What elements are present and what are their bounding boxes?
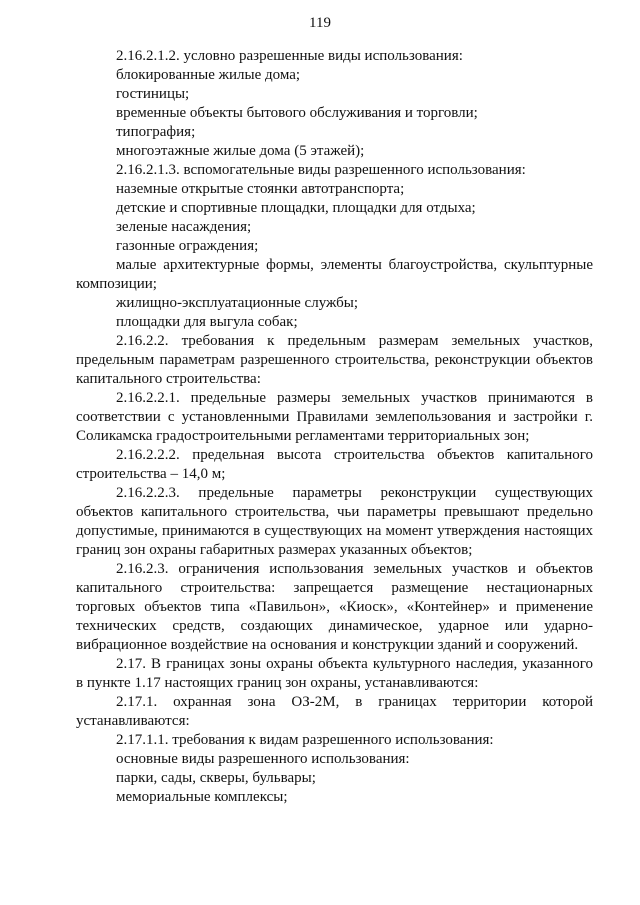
paragraph: блокированные жилые дома; — [116, 67, 301, 83]
paragraph: основные виды разрешенного использования: — [116, 751, 410, 767]
paragraph: 2.16.2.3. ограничения использования земельных участков и объектов капитального строительства: запрещается размещение нестационарных торговых объектов типа «Павильон», «Киоск», «Контейнер» и применение технических средств, создающих динамическое, ударное или ударно-вибрационное воздействие на основания и конструкции зданий и сооружений. — [76, 561, 593, 653]
paragraph: зеленые насаждения; — [116, 219, 252, 235]
paragraph: 2.16.2.1.3. вспомогательные виды разрешенного использования: — [116, 162, 526, 178]
paragraph: мемориальные комплексы; — [116, 789, 288, 805]
paragraph: наземные открытые стоянки автотранспорта; — [116, 181, 405, 197]
paragraph: 2.16.2.2. требования к предельным размерам земельных участков, предельным параметрам разрешенного строительства, реконструкции объектов капитального строительства: — [76, 333, 593, 387]
paragraph: типография; — [116, 124, 196, 140]
paragraph: парки, сады, скверы, бульвары; — [116, 770, 316, 786]
page-number: 119 — [309, 15, 331, 31]
paragraph: площадки для выгула собак; — [116, 314, 298, 330]
paragraph: детские и спортивные площадки, площадки для отдыха; — [116, 200, 476, 216]
paragraph: 2.16.2.1.2. условно разрешенные виды использования: — [116, 48, 463, 64]
paragraph: временные объекты бытового обслуживания и торговли; — [116, 105, 478, 121]
paragraph: 2.16.2.2.3. предельные параметры реконструкции существующих объектов капитального строительства, чьи параметры превышают предельно допустимые, принимаются в существующих на момент утверждения настоящих границ зон охраны габаритных размерах указанных объектов; — [76, 485, 593, 558]
paragraph: жилищно-эксплуатационные службы; — [116, 295, 359, 311]
paragraph: 2.17.1.1. требования к видам разрешенного использования: — [116, 732, 494, 748]
paragraph: гостиницы; — [116, 86, 190, 102]
paragraph: 2.17. В границах зоны охраны объекта культурного наследия, указанного в пункте 1.17 настоящих границ зон охраны, устанавливаются: — [76, 656, 593, 691]
paragraph: малые архитектурные формы, элементы благоустройства, скульптурные композиции; — [76, 257, 593, 292]
paragraph: 2.16.2.2.2. предельная высота строительства объектов капитального строительства – 14,0 м; — [76, 447, 593, 482]
paragraph: 2.16.2.2.1. предельные размеры земельных участков принимаются в соответствии с установленными Правилами землепользования и застройки г. Соликамска градостроительными регламентами территориальных зон; — [76, 390, 593, 444]
paragraph: газонные ограждения; — [116, 238, 259, 254]
body-text — [76, 47, 593, 807]
paragraph: 2.17.1. охранная зона ОЗ-2М, в границах территории которой устанавливаются: — [76, 694, 593, 729]
paragraph: многоэтажные жилые дома (5 этажей); — [116, 143, 365, 159]
